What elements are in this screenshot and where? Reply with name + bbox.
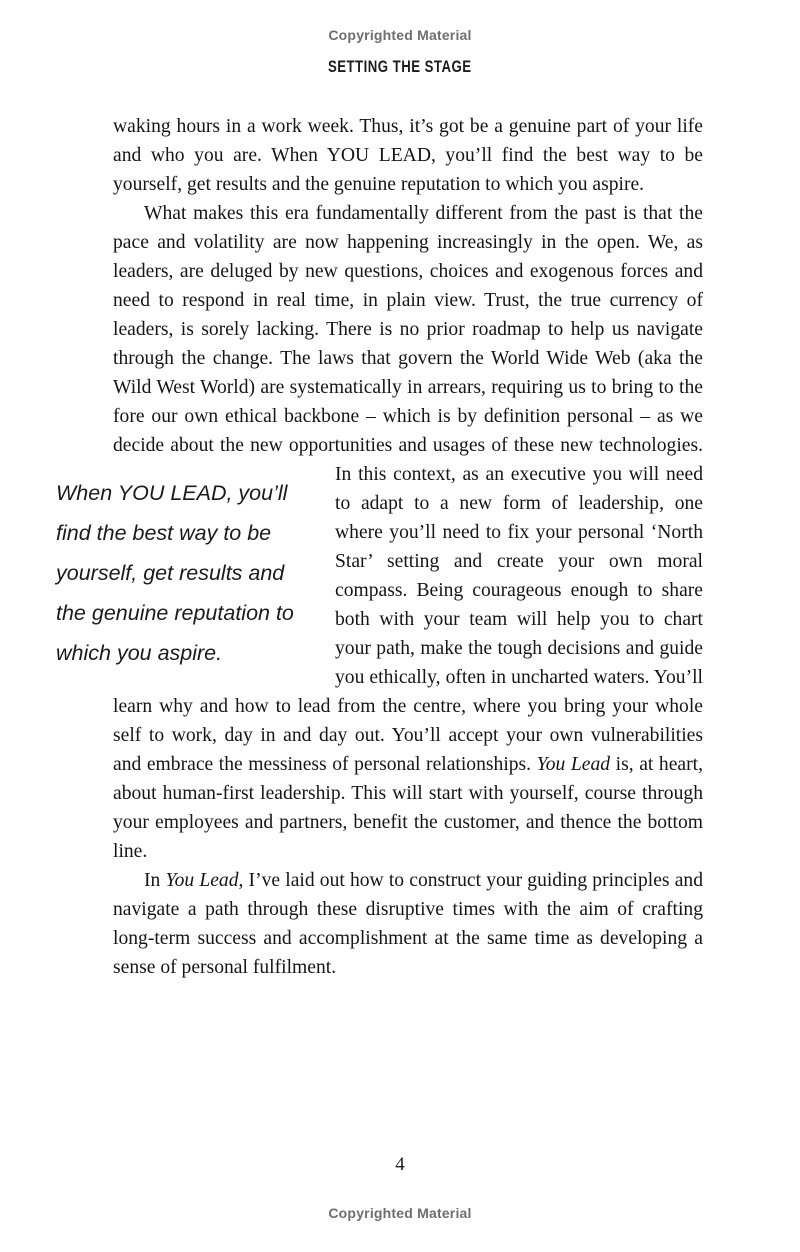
paragraph-1 [113,112,703,199]
paragraph-2-text-c: is, at heart, about human-first leadership. This will start with yourself, course through your employees and partners, benefit the customer, and thence the bottom line. [113,754,703,862]
copyright-watermark-top: Copyrighted Material [328,27,472,43]
running-head [0,58,800,77]
body-text-column [56,112,703,982]
pull-quote: When YOU LEAD, you’ll find the best way to be yourself, get results and the genuine reputation to which you aspire. [56,481,294,665]
paragraph-3-text-b: , I’ve laid out how to construct your guiding principles and navigate a path through these disruptive times with the aim of crafting long-term success and accomplishment at the same time as developing a sense of personal fulfilment. [113,870,703,978]
paragraph-2-text-a: What makes this era fundamentally different from the past is that the pace and volatility are now happening increasingly in the open. We, as leaders, are deluged by new questions, choices and exogenous forces and need to respond in real time, in plain view. Trust, the true currency of leaders, is sorely lacking. There is no prior roadmap to help us navigate through the change. The laws that govern the World Wide Web (aka the Wild West World) are systematically in arrears, requiring us to bring to the fore our own ethical backbone – which is by definition personal – as we decide about the new opportunities and usages of these new [113,203,703,456]
page-number: 4 [395,1154,405,1175]
paragraph-3-text-a: In [144,870,166,891]
copyright-watermark-bottom: Copyrighted Material [328,1205,472,1221]
paragraph-3 [113,866,703,982]
book-title-italic: You Lead [536,754,611,775]
paragraph-2 [56,199,703,866]
paragraph-1-text: waking hours in a work week. Thus, it’s got be a genuine part of your life and who you are. When YOU LEAD, you’ll find the best way to be yourself, get results and the genuine reputation to which you aspire. [113,116,703,195]
paragraph-2-text-b: technologies. In this context, as an executive you will need to adapt to a new form of leadership, one where you’ll need to fix your personal ‘North Star’ setting and create your own moral compass. Being courageous enough to share both with your team will help you to chart your path, make the tough decisions and guide you ethically, often in uncharted waters. You’ll learn why and how to lead from the centre, where you bring your whole self to work, day in and day out. You’ll accept your own vulnerabilities and embrace the messiness of personal relationships. [113,435,703,775]
section-title: SETTING THE STAGE [328,58,472,76]
book-title-italic: You Lead [165,870,239,891]
